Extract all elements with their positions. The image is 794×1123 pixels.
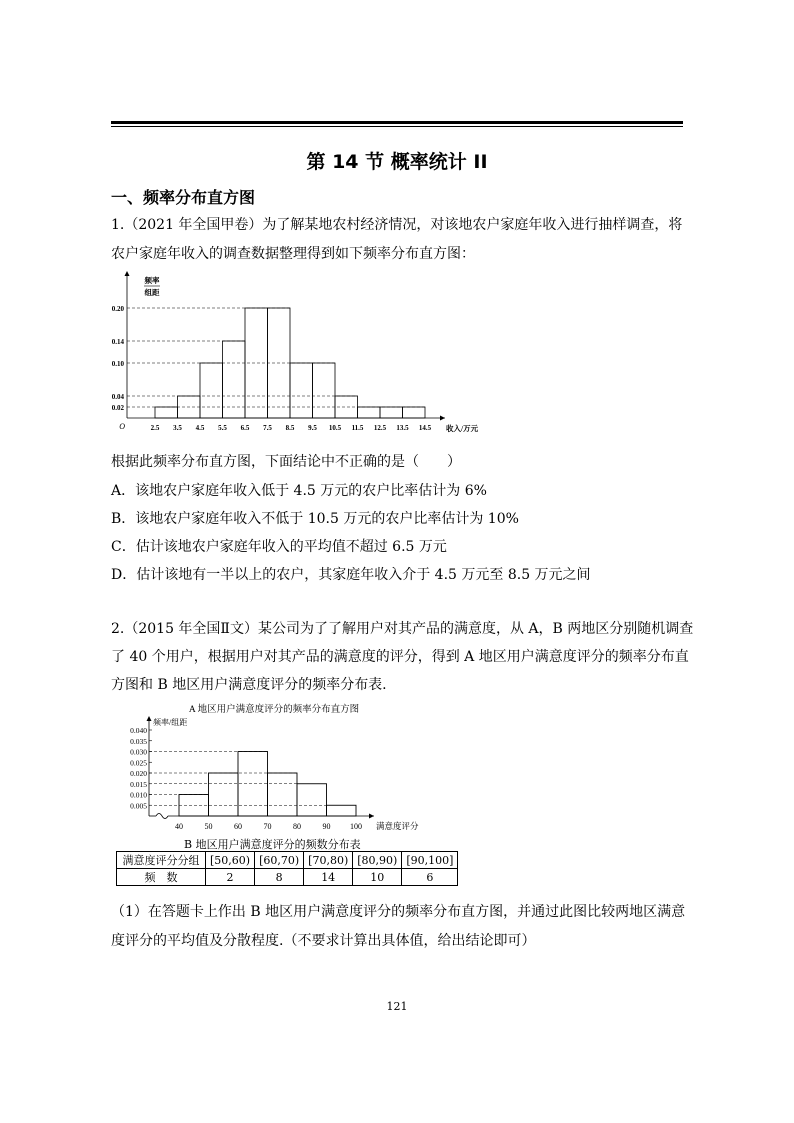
chart-title: A 地区用户满意度评分的频率分布直方图 (188, 705, 360, 715)
q2-text-line-2: 了 40 个用户，根据用户对其产品的满意度的评分，得到 A 地区用户满意度评分的频率分布直 (111, 649, 689, 665)
table-cell: 14 (304, 869, 353, 886)
y-axis-label-bottom: 组距 (144, 288, 160, 297)
histogram-bar (209, 773, 239, 816)
q1-option-b: B．该地农户家庭年收入不低于 10.5 万元的农户比率估计为 10% (111, 511, 519, 527)
q2-text-line-1: 2.（2015 年全国Ⅱ文）某公司为了了解用户对其产品的满意度，从 A，B 两地区分别随机调查 (111, 621, 694, 637)
x-tick-label: 5.5 (218, 424, 227, 432)
histogram-bar (155, 407, 178, 418)
table-header-cell: [50,60) (206, 852, 255, 869)
histogram-bar (327, 805, 357, 816)
histogram-bar (313, 363, 336, 418)
frequency-table-b (116, 851, 458, 886)
header-rule-thin (111, 126, 683, 127)
histogram-bar (403, 407, 426, 418)
q1-option-c: C．估计该地农户家庭年收入的平均值不超过 6.5 万元 (111, 539, 447, 555)
x-tick-label: 12.5 (373, 424, 387, 432)
x-tick-label: 10.5 (328, 424, 342, 432)
histogram-bar (290, 363, 313, 418)
table-header-cell: 满意度评分分组 (117, 852, 206, 869)
section-heading: 一、频率分布直方图 (111, 188, 256, 207)
histogram-bar (268, 773, 298, 816)
q1-option-d: D．估计该地有一半以上的农户，其家庭年收入介于 4.5 万元至 8.5 万元之间 (111, 567, 591, 583)
x-axis-arrow (440, 416, 445, 421)
x-tick-label: 9.5 (308, 424, 317, 432)
y-tick-label: 0.010 (130, 790, 147, 800)
table-cell: 8 (255, 869, 304, 886)
histogram-bar (200, 363, 223, 418)
y-tick-label: 0.20 (111, 305, 124, 313)
q2-text-line-3: 方图和 B 地区用户满意度评分的频率分布表. (111, 677, 387, 693)
table-header-row (117, 852, 458, 869)
y-axis-arrow (147, 716, 152, 721)
table-cell: 频 数 (117, 869, 206, 886)
x-tick-label: 60 (234, 822, 242, 831)
table-header-cell: [90,100] (402, 852, 458, 869)
satisfaction-histogram-a (112, 700, 442, 838)
x-tick-label: 14.5 (418, 424, 432, 432)
x-tick-label: 7.5 (263, 424, 272, 432)
x-tick-label: 70 (263, 822, 272, 831)
x-tick-label: 3.5 (173, 424, 182, 432)
x-tick-label: 100 (350, 822, 362, 831)
y-tick-label: 0.025 (130, 758, 147, 768)
x-tick-label: 90 (322, 822, 331, 831)
y-tick-label: 0.015 (130, 779, 147, 789)
header-rule-thick (111, 121, 683, 124)
y-tick-label: 0.005 (130, 801, 147, 811)
table-title: B 地区用户满意度评分的频数分布表 (184, 838, 361, 851)
histogram-bar (223, 341, 246, 418)
x-tick-label: 80 (293, 822, 301, 831)
income-histogram (110, 268, 480, 440)
y-axis-label: 频率/组距 (153, 718, 188, 727)
histogram-bar (297, 784, 327, 816)
y-tick-label: 0.02 (111, 404, 124, 412)
table-header-cell: [60,70) (255, 852, 304, 869)
y-tick-label: 0.04 (111, 393, 124, 401)
x-tick-label: 50 (204, 822, 213, 831)
y-tick-label: 0.020 (130, 769, 147, 778)
page-title: 第 14 节 概率统计 II (306, 151, 488, 173)
table-row (117, 869, 458, 886)
x-tick-label: 8.5 (285, 424, 295, 432)
q2-sub1-line-1: （1）在答题卡上作出 B 地区用户满意度评分的频率分布直方图，并通过此图比较两地区满意 (111, 904, 686, 920)
table-header-cell: [80,90) (353, 852, 402, 869)
y-tick-label: 0.035 (130, 736, 147, 746)
table-cell: 2 (206, 869, 255, 886)
x-tick-label: 11.5 (351, 424, 364, 432)
q1-option-a: A．该地农户家庭年收入低于 4.5 万元的农户比率估计为 6% (111, 483, 487, 499)
x-tick-label: 2.5 (150, 424, 160, 432)
x-tick-label: 6.5 (240, 424, 250, 432)
y-axis-label-top: 频率 (144, 276, 160, 285)
q1-prompt: 根据此频率分布直方图，下面结论中不正确的是（ ） (111, 454, 461, 470)
x-axis-label: 收入/万元 (446, 424, 479, 433)
page-number: 121 (386, 1000, 408, 1013)
x-axis-label: 满意度评分 (376, 821, 419, 831)
y-tick-label: 0.030 (130, 747, 147, 757)
x-tick-label: 4.5 (195, 424, 205, 432)
x-axis-arrow (369, 814, 374, 819)
origin-label: O (119, 422, 125, 431)
histogram-bar (380, 407, 403, 418)
table-cell: 10 (353, 869, 402, 886)
q2-sub1-line-2: 度评分的平均值及分散程度.（不要求计算出具体值，给出结论即可） (111, 933, 536, 949)
y-tick-label: 0.10 (111, 360, 124, 368)
histogram-bar (238, 752, 268, 817)
axis-break (156, 814, 168, 819)
x-tick-label: 13.5 (396, 424, 409, 432)
table-cell: 6 (402, 869, 458, 886)
q1-text-line-2: 农户家庭年收入的调查数据整理得到如下频率分布直方图： (111, 246, 475, 262)
y-axis-arrow (125, 271, 130, 276)
histogram-bar (358, 407, 381, 418)
q1-text-line-1: 1.（2021 年全国甲卷）为了解某地农村经济情况，对该地农户家庭年收入进行抽样调查，将 (111, 217, 683, 233)
y-tick-label: 0.040 (130, 726, 147, 735)
x-tick-label: 40 (175, 822, 183, 831)
y-tick-label: 0.14 (111, 338, 124, 346)
table-header-cell: [70,80) (304, 852, 353, 869)
